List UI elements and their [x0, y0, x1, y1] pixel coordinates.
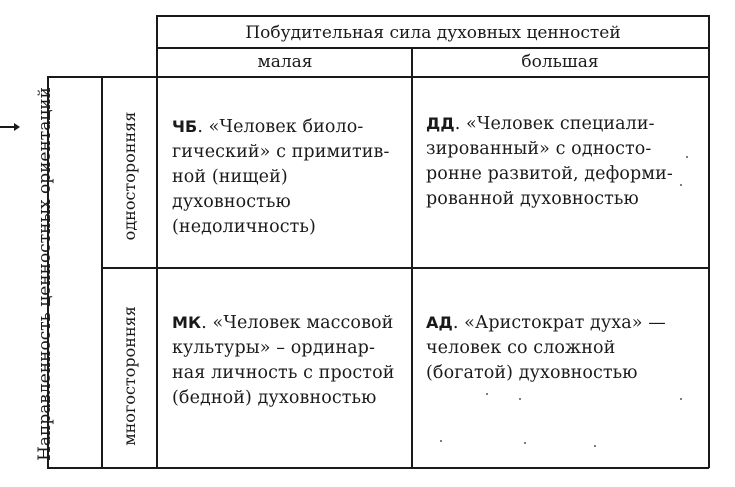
- header-title: Побудительная сила духовных ценностей: [245, 23, 621, 43]
- scan-speck-icon: [594, 445, 596, 447]
- cell-dd-line-4: рованной духовностью: [426, 189, 639, 209]
- scan-speck-icon: [680, 184, 682, 186]
- row-heading-many-sided: многосторонняя: [119, 306, 139, 446]
- table-border-right: [708, 15, 710, 468]
- cell-dd-code: ДД: [426, 114, 455, 133]
- cell-ad-line-2: человек со сложной: [426, 338, 616, 358]
- cell-mk-code: МК: [172, 313, 202, 332]
- arrow-mark-icon: [0, 122, 20, 132]
- column-heading-large: большая: [521, 52, 599, 72]
- cell-ad: [426, 310, 696, 386]
- scan-speck-icon: [519, 398, 521, 400]
- cell-ad-line-3: (богатой) духовностью: [426, 363, 638, 383]
- cell-mk-line-3: ная личность с простой: [172, 363, 395, 383]
- row-heading-one-sided: односторонняя: [119, 111, 139, 241]
- table-border-rowlabel: [156, 15, 158, 468]
- table-border-bottom: [47, 467, 709, 469]
- row-axis-title: Направленность ценностных ориентаций: [35, 87, 55, 461]
- table-border-left-inner: [101, 76, 103, 468]
- scan-speck-icon: [486, 393, 488, 395]
- scan-speck-icon: [680, 398, 682, 400]
- cell-cb-line-4: (недоличность): [172, 217, 316, 237]
- cell-dd: [426, 111, 696, 212]
- cell-mk: [172, 310, 404, 411]
- table-border-columns-bottom: [47, 76, 709, 78]
- cell-cb-code: ЧБ: [172, 117, 198, 136]
- cell-cb-line-3: ной (нищей) духовностью: [172, 167, 291, 212]
- cell-cb: [172, 114, 404, 240]
- table-border-row-divider: [101, 267, 709, 269]
- cell-cb-line-1: ЧБ. «Человек биоло-: [172, 117, 364, 137]
- scan-speck-icon: [440, 440, 442, 442]
- cell-dd-line-3: ронне развитой, деформи-: [426, 164, 673, 184]
- cell-dd-line-1: ДД. «Человек специали-: [426, 114, 655, 134]
- scan-speck-icon: [524, 442, 526, 444]
- cell-cb-line-2: гический» с примитив-: [172, 142, 390, 162]
- table-border-top: [156, 15, 709, 17]
- cell-mk-line-1: МК. «Человек массовой: [172, 313, 394, 333]
- cell-mk-line-2: культуры» – ординар-: [172, 338, 375, 358]
- cell-dd-line-2: зированный» с односто-: [426, 139, 652, 159]
- column-heading-small: малая: [257, 52, 313, 72]
- table-border-column-divider: [411, 47, 413, 468]
- scan-speck-icon: [686, 156, 688, 158]
- cell-ad-code: АД: [426, 313, 453, 332]
- cell-ad-line-1: АД. «Аристократ духа» —: [426, 313, 666, 333]
- cell-mk-line-4: (бедной) духовностью: [172, 388, 377, 408]
